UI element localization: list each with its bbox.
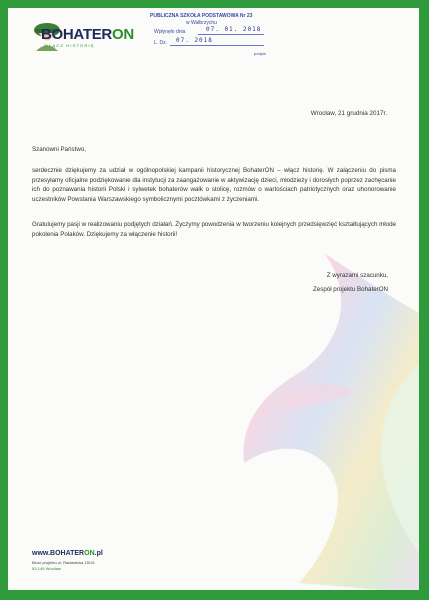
stamp-received-date: 07. 01. 2018 <box>206 26 262 33</box>
footer-website: www.BOHATERON.pl <box>32 550 103 557</box>
letter-page <box>8 8 419 590</box>
letter-paragraph-2: Gratulujemy pasji w realizowaniu podjętych działań. Życzymy powodzenia w tworzeniu kolejnych przedsięwzięć kształtujących młode pokolenia Polaków. Dziękujemy za włączenie historii! <box>32 221 396 238</box>
letter-greeting: Szanowni Państwo, <box>32 146 86 153</box>
letter-closing <box>313 271 388 294</box>
letter-paragraph-1: serdecznie dziękujemy za udział w ogólnopolskiej kampanii historycznej BohaterON – włącz historię. W załączeniu do pisma przesyłamy oficjalne podziękowanie dla instytucji za zaangażowanie w aktywizację dzieci, młodzieży i dorosłych poprzez zachęcanie ich do poznawania historii Polski i sylwetek bohaterów walk o stolicę, rozmów o wartościach patriotycznych oraz uhonorowanie uczestników Powstania Warszawskiego symbolicznymi pocztówkami z życzeniami. <box>32 167 396 203</box>
stamp-ref-prefix: L. Dz. <box>154 40 168 46</box>
stamp-received-label: Wpłynęło dnia <box>154 29 186 35</box>
rainbow-watermark <box>204 253 419 590</box>
footer-address-line-2: 53-149 Wrocław <box>32 565 61 571</box>
stamp-school-name: PUBLICZNA SZKOŁA PODSTAWOWA Nr 23 <box>150 13 253 19</box>
footer-address <box>32 560 94 571</box>
stamp-signature-label: podpis <box>254 51 266 56</box>
brand-tagline: WŁĄCZ HISTORIĘ <box>44 43 95 48</box>
stamp-ref-number: 07. 2018 <box>176 37 213 44</box>
stamp-city: w Wałbrzychu <box>186 20 217 26</box>
received-stamp <box>146 9 276 59</box>
brand-logo-text: BOHATERON <box>41 26 134 43</box>
letter-date: Wrocław, 21 grudnia 2017r. <box>310 110 387 117</box>
closing-regards: Z wyrazami szacunku, <box>326 272 388 279</box>
closing-signature: Zespół projektu BohaterON <box>313 285 388 293</box>
footer-address-line-1: Biuro projektu ul. Racławicka 15/19 <box>32 560 95 565</box>
